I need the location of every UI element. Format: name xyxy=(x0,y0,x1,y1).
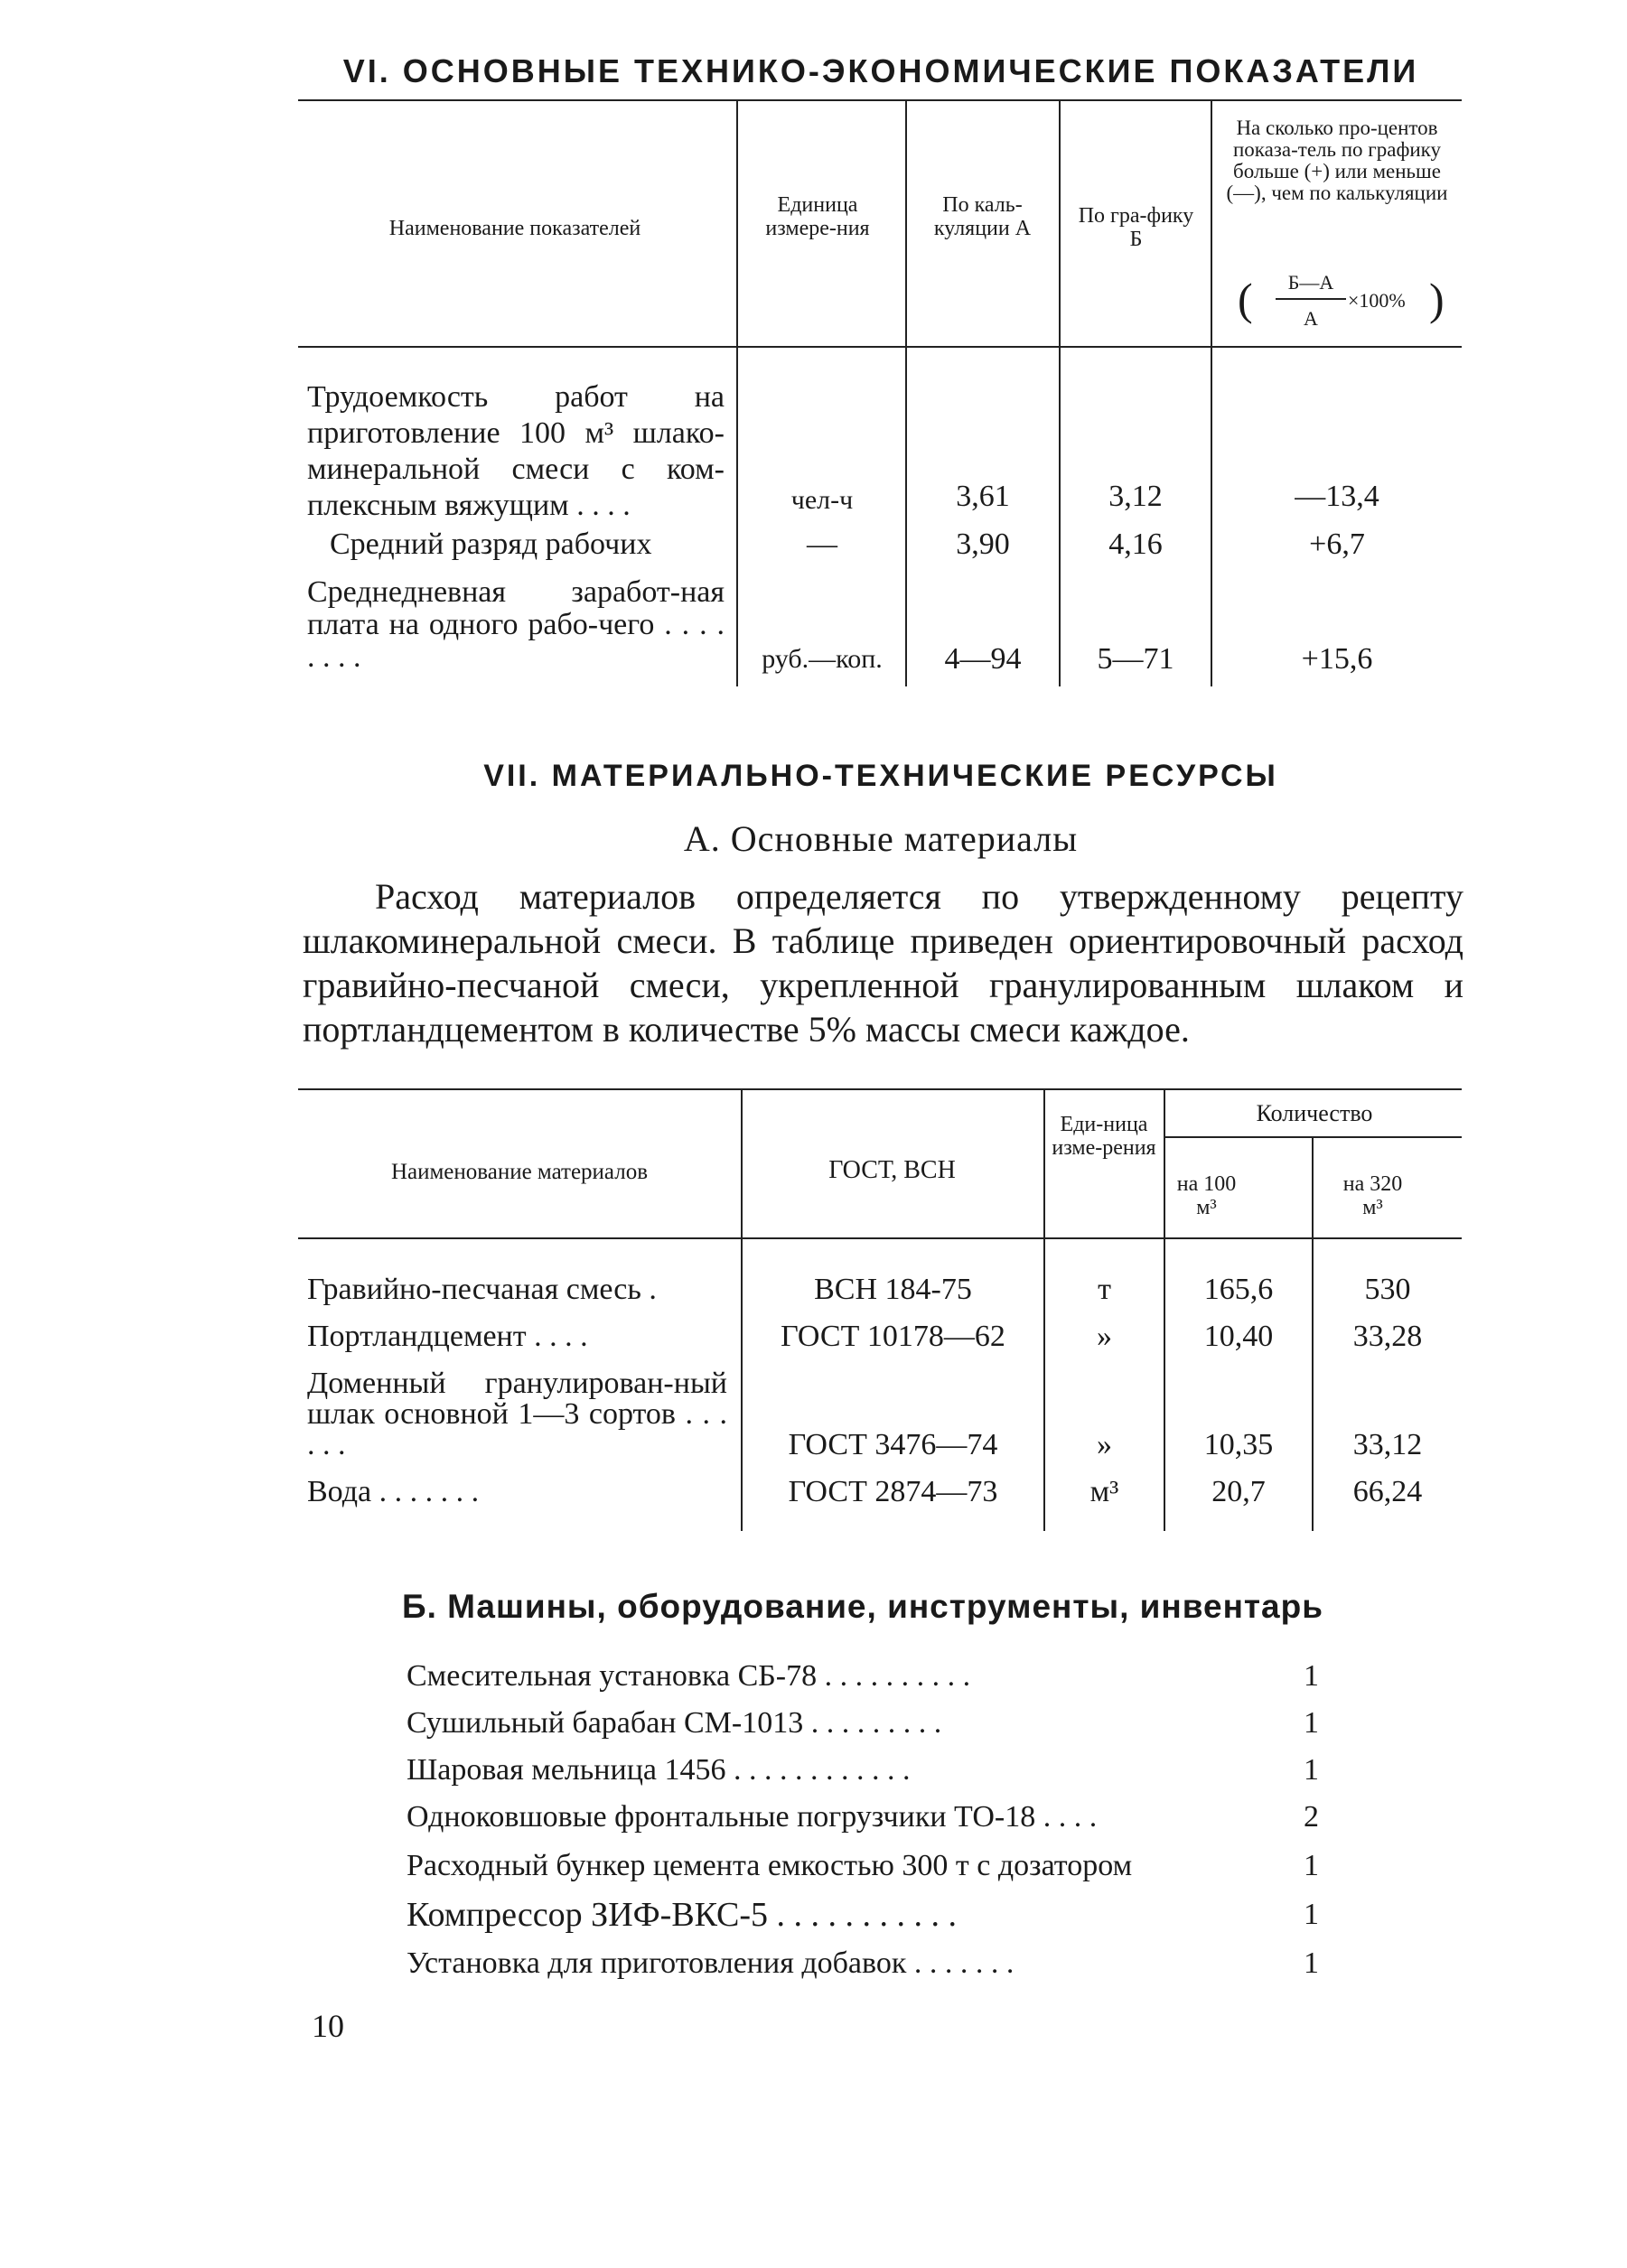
table1-row-unit: чел-ч xyxy=(790,485,854,515)
table1-row-unit: руб.—коп. xyxy=(762,644,883,674)
equipment-row xyxy=(407,1893,1319,1937)
table2-row-q100: 20,7 xyxy=(1211,1475,1266,1508)
table2-header-name: Наименование материалов xyxy=(390,1160,649,1184)
formula-bar xyxy=(1276,298,1346,300)
table1-row-diff: +6,7 xyxy=(1309,527,1365,561)
table2-row-unit: м³ xyxy=(1089,1475,1119,1508)
table2-row-q100: 165,6 xyxy=(1203,1273,1274,1306)
equipment-name: Компрессор ЗИФ-ВКС-5 . . . . . . . . . . . xyxy=(407,1896,958,1934)
equipment-row xyxy=(407,1844,1319,1888)
equipment-row xyxy=(407,1749,1319,1792)
formula-multiplier: ×100% xyxy=(1348,289,1406,312)
table1-col-divider xyxy=(1059,99,1061,686)
table2-row-unit: » xyxy=(1097,1428,1112,1461)
table2-row-unit: т xyxy=(1098,1273,1111,1306)
table2-col-divider xyxy=(1164,1088,1165,1531)
table2-top-rule xyxy=(298,1088,1462,1090)
table2-row-q100: 10,35 xyxy=(1203,1428,1274,1461)
table1-row-unit: — xyxy=(807,527,837,561)
equipment-name: Шаровая мельница 1456 . . . . . . . . . . . . xyxy=(407,1753,911,1787)
table1-col-divider xyxy=(1211,99,1212,686)
table1-row-name: Среднедневная заработ-ная плата на одного рабо-чего . . . . . . . . xyxy=(307,575,725,674)
equipment-name: Смесительная установка СБ-78 . . . . . . . . . . xyxy=(407,1659,971,1693)
table2-header-q320: на 320 м³ xyxy=(1342,1172,1403,1219)
table1-row-graph: 3,12 xyxy=(1108,480,1163,513)
table1-header-unit: Единица измере-ния xyxy=(765,193,870,240)
table1-row-diff: +15,6 xyxy=(1301,642,1373,676)
table2-row-name: Портландцемент . . . . xyxy=(307,1320,588,1353)
equipment-name: Установка для приготовления добавок . . . . . . . xyxy=(407,1946,1015,1980)
table1-header-graph: По гра-фику Б xyxy=(1078,204,1194,251)
table1-row-calc: 3,90 xyxy=(956,527,1010,561)
table1-row-name: Трудоемкость работ на приготовление 100 м³ шлако-минеральной смеси с ком-плексным вяжущим . . . . xyxy=(307,380,725,522)
equipment-name: Одноковшовые фронтальные погрузчики ТО-18 . . . . xyxy=(407,1800,1098,1834)
table2-col-divider xyxy=(1043,1088,1045,1531)
table1-header-diff: На сколько про-центов показа-тель по графику больше (+) или меньше (—), чем по калькуляции xyxy=(1226,117,1448,204)
table2-row-q100: 10,40 xyxy=(1203,1320,1274,1353)
equipment-name: Сушильный барабан СМ-1013 . . . . . . . . . xyxy=(407,1706,942,1740)
equipment-row xyxy=(407,1655,1319,1698)
table2-header-unit: Еди-ница изме-рения xyxy=(1052,1113,1156,1160)
equipment-name: Расходный бункер цемента емкостью 300 т с дозатором xyxy=(407,1849,1133,1882)
table2-row-name: Вода . . . . . . . xyxy=(307,1475,480,1508)
equipment-qty: 1 xyxy=(1304,1849,1319,1882)
equipment-row xyxy=(407,1942,1319,1985)
equipment-qty: 1 xyxy=(1304,1898,1319,1931)
table2-row-q320: 33,28 xyxy=(1352,1320,1423,1353)
subsection-b-title: Б. Машины, оборудование, инструменты, инвентарь xyxy=(402,1588,1323,1625)
table1-header-formula xyxy=(1238,271,1445,338)
table2-row-name: Доменный гранулирован-ный шлак основной 1—3 сортов . . . . . . xyxy=(307,1367,727,1461)
table1-col-divider xyxy=(736,99,738,686)
table1-row-graph: 4,16 xyxy=(1108,527,1163,561)
table1-row-calc: 3,61 xyxy=(956,480,1010,513)
table2-row-gost: ГОСТ 2874—73 xyxy=(788,1475,998,1508)
equipment-qty: 1 xyxy=(1304,1706,1319,1740)
subsection-a-title: А. Основные материалы xyxy=(683,818,1079,859)
table2-row-name: Гравийно-песчаная смесь . xyxy=(307,1273,657,1306)
equipment-row xyxy=(407,1702,1319,1745)
equipment-row xyxy=(407,1796,1319,1839)
table2-header-gost: ГОСТ, ВСН xyxy=(828,1156,956,1184)
equipment-qty: 1 xyxy=(1304,1753,1319,1787)
table2-header-qty: Количество xyxy=(1256,1100,1373,1126)
table2-row-q320: 33,12 xyxy=(1352,1428,1423,1461)
equipment-qty: 2 xyxy=(1304,1800,1319,1834)
page-number: 10 xyxy=(312,2008,344,2044)
formula-paren-left: ( xyxy=(1238,274,1253,324)
table1-row-diff: —13,4 xyxy=(1295,480,1379,513)
table2-row-gost: ВСН 184-75 xyxy=(814,1273,972,1306)
equipment-qty: 1 xyxy=(1304,1659,1319,1693)
table2-row-q320: 530 xyxy=(1364,1273,1411,1306)
materials-paragraph: Расход материалов определяется по утвержденному рецепту шлакоминеральной смеси. В таблице приведен ориентировочный расход гравийно-песчаной смеси, укрепленной гранулированным шлаком и портландцементом в количестве 5% массы смеси каждое. xyxy=(303,876,1463,1050)
section-6-title: VI. ОСНОВНЫЕ ТЕХНИКО-ЭКОНОМИЧЕСКИЕ ПОКАЗАТЕЛИ xyxy=(342,52,1419,89)
table1-header-rule xyxy=(298,346,1462,348)
equipment-qty: 1 xyxy=(1304,1946,1319,1980)
section-7-title: VII. МАТЕРИАЛЬНО-ТЕХНИЧЕСКИЕ РЕСУРСЫ xyxy=(483,759,1278,793)
table1-header-name: Наименование показателей xyxy=(388,217,641,240)
table1-row-name: Средний разряд рабочих xyxy=(330,527,652,561)
table2-row-gost: ГОСТ 10178—62 xyxy=(781,1320,1005,1353)
table1-row-calc: 4—94 xyxy=(944,642,1022,676)
table2-row-unit: » xyxy=(1097,1320,1112,1353)
table2-col-divider xyxy=(741,1088,743,1531)
formula-numerator: Б—А xyxy=(1287,271,1334,294)
table2-row-q320: 66,24 xyxy=(1352,1475,1423,1508)
table1-col-divider xyxy=(905,99,907,686)
table2-row-gost: ГОСТ 3476—74 xyxy=(788,1428,998,1461)
formula-denominator: А xyxy=(1304,307,1318,330)
table1-top-rule xyxy=(298,99,1462,101)
table1-row-graph: 5—71 xyxy=(1097,642,1174,676)
table2-header-q100: на 100 м³ xyxy=(1176,1172,1237,1219)
table1-header-calc: По каль-куляции А xyxy=(933,193,1032,240)
formula-paren-right: ) xyxy=(1429,274,1445,324)
table2-header-rule xyxy=(298,1237,1462,1239)
